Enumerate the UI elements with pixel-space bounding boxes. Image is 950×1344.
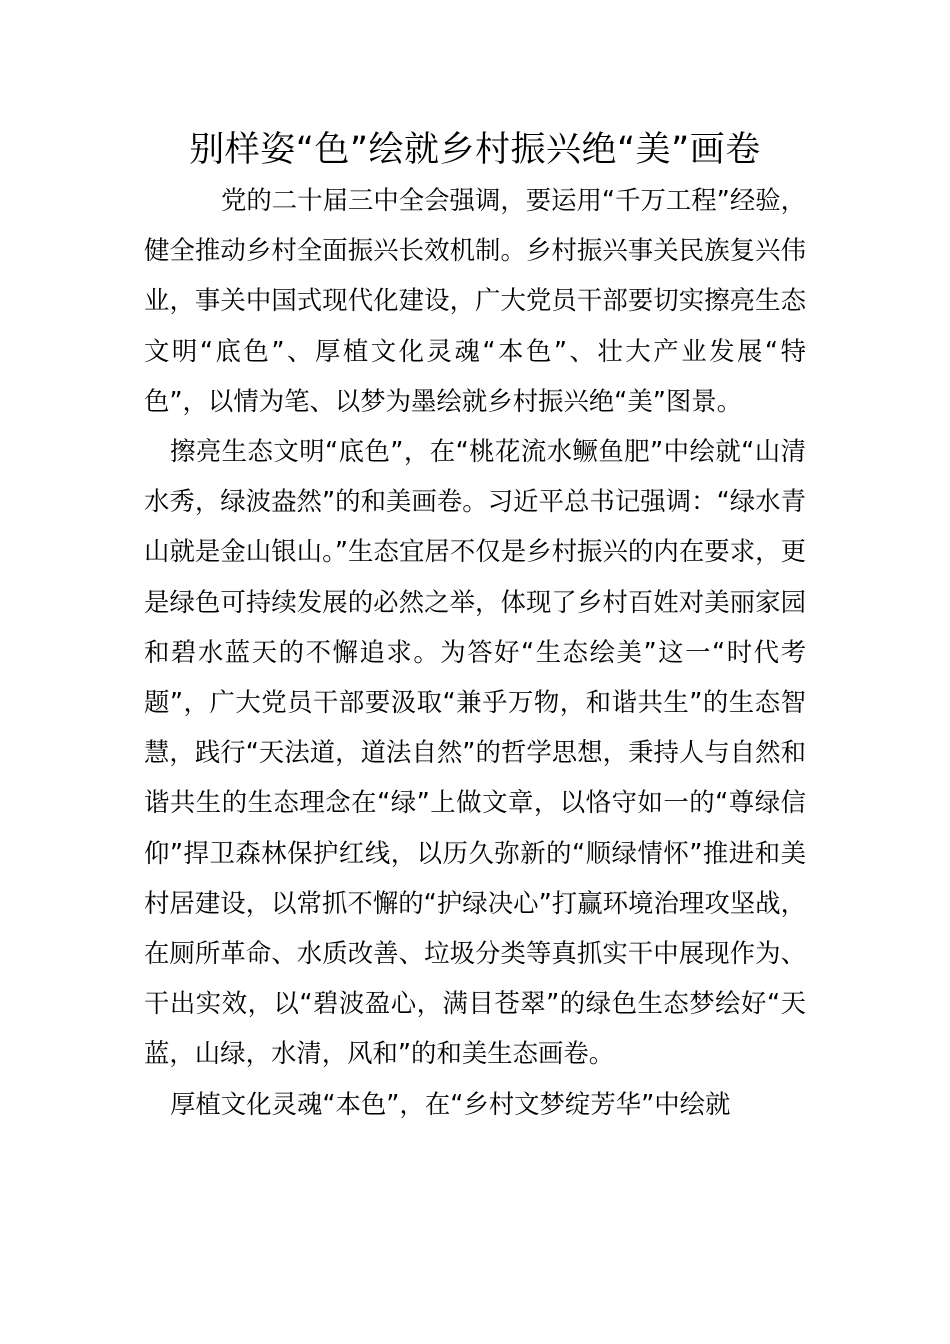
document-title: 别样姿“色”绘就乡村振兴绝“美”画卷 xyxy=(189,130,761,170)
paragraph: 党的二十届三中全会强调，要运用“千万工程”经验，健全推动乡村全面振兴长效机制。乡村振兴事关民族复兴伟业，事关中国式现代化建设，广大党员干部要切实擦亮生态文明“底色”、厚植文化灵魂“本色”、壮大产业发展“特色”，以情为笔、以梦为墨绘就乡村振兴绝“美”图景。 xyxy=(144,185,806,416)
paragraph: 擦亮生态文明“底色”，在“桃花流水鳜鱼肥”中绘就“山清水秀，绿波盎然”的和美画卷。习近平总书记强调：“绿水青山就是金山银山。”生态宜居不仅是乡村振兴的内在要求，更是绿色可持续发展的必然之举，体现了乡村百姓对美丽家园和碧水蓝天的不懈追求。为答好“生态绘美”这一“时代考题”，广大党员干部要汲取“兼乎万物，和谐共生”的生态智慧，践行“天法道，道法自然”的哲学思想，秉持人与自然和谐共生的生态理念在“绿”上做文章，以恪守如一的“尊绿信仰”捍卫森林保护红线，以历久弥新的“顺绿情怀”推进和美村居建设，以常抓不懈的“护绿决心”打赢环境治理攻坚战，在厕所革命、水质改善、垃圾分类等真抓实干中展现作为、干出实效，以“碧波盈心，满目苍翠”的绿色生态梦绘好“天蓝，山绿，水清，风和”的和美生态画卷。 xyxy=(144,436,806,1069)
paragraph: 厚植文化灵魂“本色”，在“乡村文梦绽芳华”中绘就 xyxy=(170,1088,731,1119)
document-body xyxy=(144,175,806,1129)
